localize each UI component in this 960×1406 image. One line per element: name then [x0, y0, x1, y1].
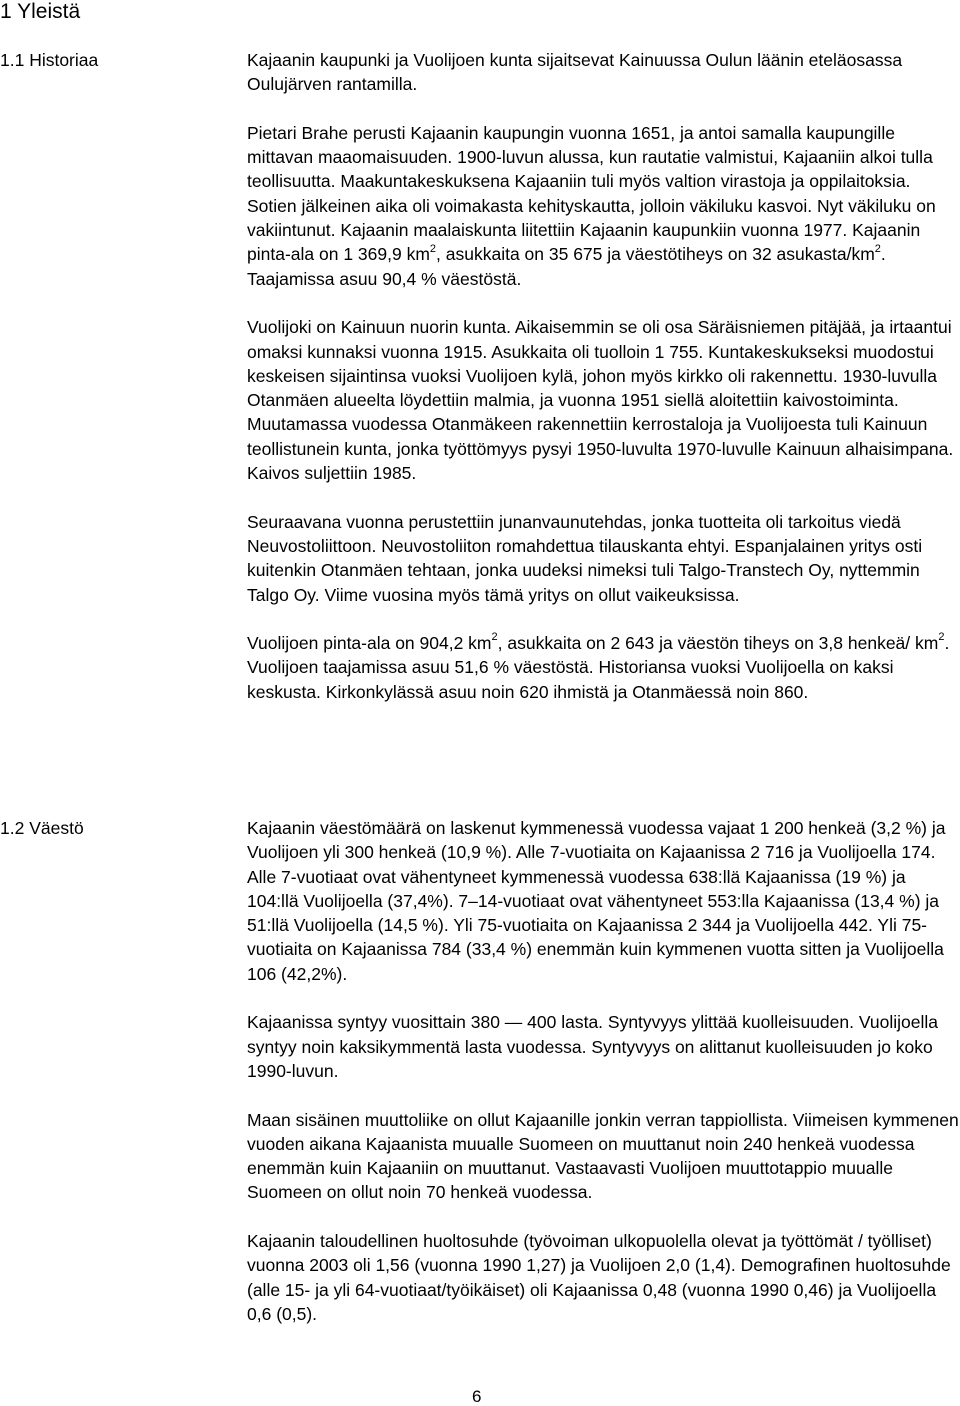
section-heading-historiaa: 1.1 Historiaa	[0, 50, 99, 70]
superscript: 2	[491, 631, 498, 644]
paragraph: Vuolijoki on Kainuun nuorin kunta. Aikaisemmin se oli osa Säräisniemen pitäjää, ja irtaantui omaksi kunnaksi vuonna 1915. Asukkaita oli tuolloin 1 755. Kuntakeskukseksi muodostui keskeisen sijaintinsa vuoksi Vuolijoen kylä, johon myös kirkko oli rakennettu. 1930-luvulla Otanmäen alueelta löydettiin malmia, ja vuonna 1951 siellä aloitettiin kaivostoiminta. Muutamassa vuodessa Otanmäkeen rakennettiin kerrostaloja ja Vuolijoesta tuli Kainuun teollistunein kunta, jonka työttömyys pysyi 1950-luvulta 1970-luvulle Kainuun alhaisimpana. Kaivos suljettiin 1985.	[247, 317, 954, 484]
section-heading-vaesto: 1.2 Väestö	[0, 818, 84, 838]
superscript: 2	[938, 631, 945, 644]
paragraph: Pietari Brahe perusti Kajaanin kaupungin vuonna 1651, ja antoi samalla kaupungille mittavan maaomaisuuden. 1900-luvun alussa, kun rautatie valmistui, Kajaaniin alkoi tulla teollisuutta. Maakuntakeskuksena Kajaaniin tuli myös valtion virastoja ja oppilaitoksia. Sotien jälkeinen aika oli voimakasta kehityskautta, jolloin väkiluku kasvoi. Nyt väkiluku on vakiintunut. Kajaanin maalaiskunta liitettiin Kajaanin kaupunkiin vuonna 1977. Kajaanin pinta-ala on 1 369,9 $km^2$, asukkaita on 35 675 ja väestötiheys on 32 asukasta/$km^2$. Taajamissa asuu 90,4 % väestöstä.	[247, 122, 936, 289]
section-body-vaesto	[247, 816, 959, 1326]
paragraph: Maan sisäinen muuttoliike on ollut Kajaanille jonkin verran tappiollista. Viimeisen kymmenen vuoden aikana Kajaanista muualle Suomeen on muuttanut noin 240 henkeä vuodessa enemmän kuin Kajaaniin on muuttanut. Vastaavasti Vuolijoen muuttotappio muualle Suomeen on ollut noin 70 henkeä vuodessa.	[247, 1109, 959, 1203]
superscript: 2	[429, 242, 437, 255]
page-title: 1 Yleistä	[0, 0, 81, 23]
superscript: 2	[874, 242, 881, 255]
paragraph: Kajaanin väestömäärä on laskenut kymmenessä vuodessa vajaat 1 200 henkeä (3,2 %) ja Vuolijoen yli 300 henkeä (10,9 %). Alle 7-vuotiaita on Kajaanissa 2 716 ja Vuolijoella 174. Alle 7-vuotiaat ovat vähentyneet kymmenessä vuodessa 638:llä Kajaanissa (19 %) ja 104:llä Vuolijoella (37,4%). 7–14-vuotiaat ovat vähentyneet 553:lla Kajaanissa (13,4 %) ja 51:llä Vuolijoella (14,5 %). Yli 75-vuotiaita on Kajaanissa 2 344 ja Vuolijoella 442. Yli 75-vuotiaita on Kajaanissa 784 (33,4 %) enemmän kuin kymmenen vuotta sitten ja Vuolijoella 106 (42,2%).	[247, 818, 946, 984]
paragraph: Kajaanin taloudellinen huoltosuhde (työvoiman ulkopuolella olevat ja työttömät / työlliset) vuonna 2003 oli 1,56 (vuonna 1990 1,27) ja Vuolijoen 2,0 (1,4). Demografinen huoltosuhde (alle 15- ja yli 64-vuotiaat/työikäiset) oli Kajaanissa 0,48 (vuonna 1990 0,46) ja Vuolijoella 0,6 (0,5).	[247, 1231, 951, 1324]
paragraph: Kajaanissa syntyy vuosittain 380 — 400 lasta. Syntyvyys ylittää kuolleisuuden. Vuolijoella syntyy noin kaksikymmentä lasta vuodessa. Syntyvyys on alittanut kuolleisuuden jo koko 1990-luvun.	[247, 1012, 938, 1081]
paragraph: Seuraavana vuonna perustettiin junanvaunutehdas, jonka tuotteita oli tarkoitus viedä Neuvostoliittoon. Neuvostoliiton romahdettua tilauskanta ehtyi. Espanjalainen yritys osti kuitenkin Otanmäen tehtaan, jonka uudeksi nimeksi tuli Talgo-Transtech Oy, nyttemmin Talgo Oy. Viime vuosina myös tämä yritys on ollut vaikeuksissa.	[247, 511, 923, 605]
paragraph: Kajaanin kaupunki ja Vuolijoen kunta sijaitsevat Kainuussa Oulun läänin eteläosassa Oulujärven rantamilla.	[247, 50, 903, 95]
paragraph: Vuolijoen pinta-ala on 904,2 $km^2$, asukkaita on 2 643 ja väestön tiheys on 3,8 henkeä/ $km^2$. Vuolijoen taajamissa asuu 51,6 % väestöstä. Historiansa vuoksi Vuolijoella on kaksi keskusta. Kirkonkylässä asuu noin 620 ihmistä ja Otanmäessä noin 860.	[247, 631, 950, 702]
page-number: 6	[472, 1387, 482, 1406]
section-body-historiaa	[247, 48, 959, 704]
